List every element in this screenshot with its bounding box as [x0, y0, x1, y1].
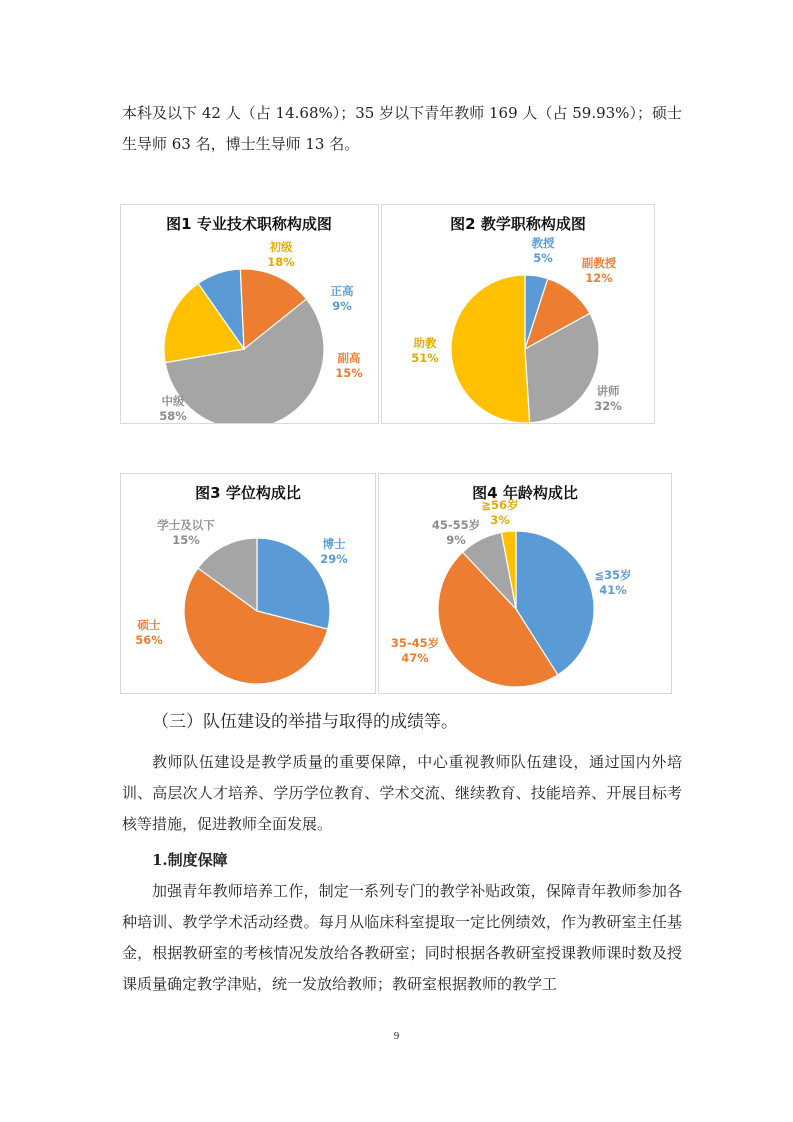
chart-title: 图2 教学职称构成图: [450, 215, 586, 233]
page-number: 9: [393, 1030, 400, 1042]
chart-title: 图3 学位构成比: [195, 484, 301, 502]
slice-pct-label: 29%: [320, 552, 348, 566]
slice-name-label: 学士及以下: [157, 518, 215, 532]
slice-pct-label: 12%: [585, 271, 613, 285]
pie-slice: [451, 275, 530, 423]
chart-3-svg: [121, 474, 375, 693]
slice-name-label: 35-45岁: [390, 636, 440, 650]
chart-1-professional-titles: [120, 204, 379, 424]
chart-3-degree: [120, 473, 376, 694]
chart-2-teaching-titles: [381, 204, 655, 424]
chart-2-svg: [382, 205, 654, 423]
slice-name-label: ≧56岁: [481, 498, 519, 512]
slice-name-label: 助教: [413, 336, 437, 350]
intro-paragraph: 本科及以下 42 人（占 14.68%）；35 岁以下青年教师 169 人（占 59.93%）；硕士生导师 63 名，博士生导师 13 名。: [122, 104, 682, 153]
slice-pct-label: 56%: [135, 633, 163, 647]
slice-pct-label: 15%: [172, 533, 200, 547]
chart-4-age: [378, 473, 672, 694]
slice-name-label: 初级: [269, 240, 293, 254]
slice-name-label: 副高: [337, 351, 361, 365]
subheading-system: 1.制度保障: [152, 851, 228, 869]
chart-title: 图4 年龄构成比: [472, 484, 578, 502]
chart-title: 图1 专业技术职称构成图: [166, 215, 332, 233]
slice-pct-label: 58%: [159, 409, 187, 423]
slice-pct-label: 15%: [335, 366, 363, 380]
slice-pct-label: 32%: [594, 399, 622, 413]
slice-name-label: 教授: [531, 236, 555, 250]
section-heading: （三）队伍建设的举措与取得的成绩等。: [152, 712, 458, 732]
slice-name-label: 博士: [322, 537, 346, 551]
slice-pct-label: 41%: [599, 583, 627, 597]
chart-1-svg: [121, 205, 378, 423]
slice-pct-label: 51%: [411, 351, 439, 365]
slice-pct-label: 18%: [267, 255, 295, 269]
slice-pct-label: 9%: [446, 533, 466, 547]
slice-name-label: 硕士: [137, 618, 161, 632]
slice-pct-label: 5%: [533, 251, 553, 265]
slice-pct-label: 9%: [332, 299, 352, 313]
slice-pct-label: 3%: [490, 513, 510, 527]
section-paragraph: 教师队伍建设是教学质量的重要保障，中心重视教师队伍建设，通过国内外培训、高层次人才培养、学历学位教育、学术交流、继续教育、技能培养、开展目标考核等措施，促进教师全面发展。: [122, 753, 682, 833]
body-paragraph: 加强青年教师培养工作，制定一系列专门的教学补贴政策，保障青年教师参加各种培训、教学学术活动经费。每月从临床科室提取一定比例绩效，作为教研室主任基金，根据教研室的考核情况发放给各教研室；同时根据各教研室授课教师课时数及授课质量确定教学津贴，统一发放给教师；教研室根据教师的教学工: [122, 882, 682, 993]
slice-name-label: ≦35岁: [594, 568, 632, 582]
slice-name-label: 正高: [330, 284, 354, 298]
slice-name-label: 讲师: [596, 384, 620, 398]
slice-pct-label: 47%: [401, 651, 429, 665]
chart-4-svg: [379, 474, 671, 693]
slice-name-label: 中级: [161, 394, 185, 408]
slice-name-label: 副教授: [581, 256, 617, 270]
slice-name-label: 45-55岁: [431, 518, 481, 532]
